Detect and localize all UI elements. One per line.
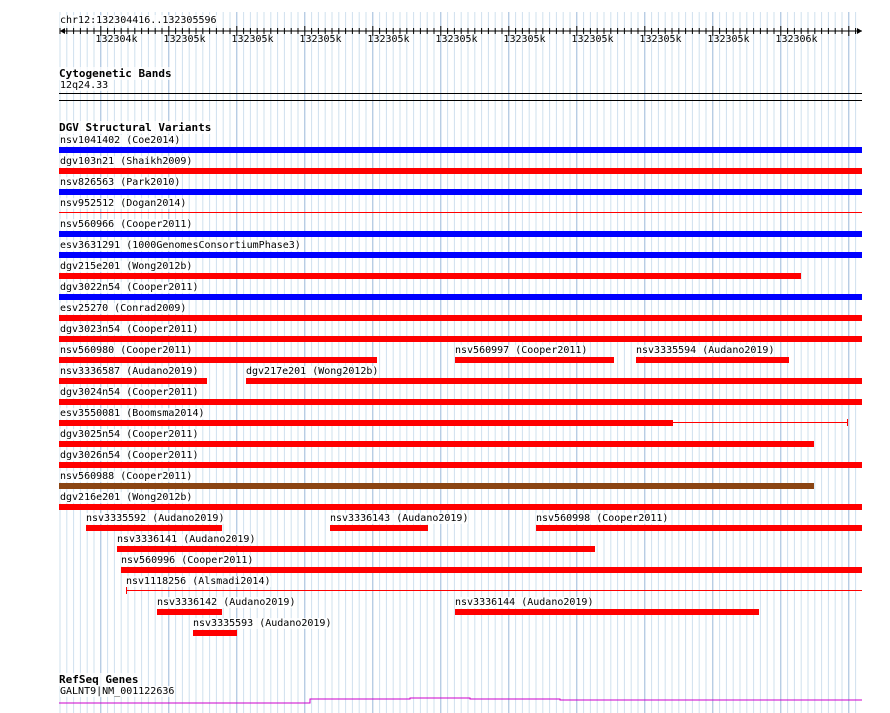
variant-bar[interactable] xyxy=(117,546,595,552)
dgv-track-title[interactable]: DGV Structural Variants xyxy=(59,121,212,134)
variant-label: nsv3335593 (Audano2019) xyxy=(193,618,332,629)
ruler-tick-label: 132305k xyxy=(639,34,682,45)
variant-bar[interactable] xyxy=(246,378,862,384)
variant-bar[interactable] xyxy=(59,294,862,300)
variant-bar[interactable] xyxy=(59,315,862,321)
variant-bar[interactable] xyxy=(455,609,759,615)
variant-label: nsv3336142 (Audano2019) xyxy=(157,597,296,608)
variant-label: dgv216e201 (Wong2012b) xyxy=(60,492,193,503)
gene-model[interactable] xyxy=(0,690,890,710)
variant-label: nsv826563 (Park2010) xyxy=(60,177,181,188)
cytoband-bar[interactable] xyxy=(59,93,862,94)
variant-bar-start xyxy=(126,587,127,594)
ruler-tick-label: 132305k xyxy=(571,34,614,45)
variant-label: nsv3336144 (Audano2019) xyxy=(455,597,594,608)
ruler-tick-label: 132305k xyxy=(503,34,546,45)
cytoband-label: 12q24.33 xyxy=(60,80,109,91)
variant-label: nsv560996 (Cooper2011) xyxy=(121,555,254,566)
locus-label: chr12:132304416..132305596 xyxy=(60,15,217,26)
variant-bar[interactable] xyxy=(59,399,862,405)
variant-bar[interactable] xyxy=(59,252,862,258)
variant-bar[interactable] xyxy=(121,567,862,573)
ruler-tick-label: 132305k xyxy=(163,34,206,45)
variant-label: esv25270 (Conrad2009) xyxy=(60,303,187,314)
variant-label: dgv3023n54 (Cooper2011) xyxy=(60,324,199,335)
variant-label: nsv560997 (Cooper2011) xyxy=(455,345,588,356)
variant-bar[interactable] xyxy=(59,483,814,489)
gene-label: GALNT9|NM_001122636 xyxy=(60,686,175,697)
variant-bar[interactable] xyxy=(59,168,862,174)
variant-bar[interactable] xyxy=(59,420,673,426)
variant-bar[interactable] xyxy=(59,504,862,510)
variant-label: esv3550081 (Boomsma2014) xyxy=(60,408,205,419)
variant-label: nsv952512 (Dogan2014) xyxy=(60,198,187,209)
variant-label: dgv215e201 (Wong2012b) xyxy=(60,261,193,272)
variant-bar[interactable] xyxy=(59,273,801,279)
variant-label: dgv3026n54 (Cooper2011) xyxy=(60,450,199,461)
variant-bar[interactable] xyxy=(126,590,862,591)
variant-bar-end xyxy=(847,419,848,426)
variant-label: dgv3024n54 (Cooper2011) xyxy=(60,387,199,398)
variant-label: nsv3336587 (Audano2019) xyxy=(60,366,199,377)
variant-label: nsv1118256 (Alsmadi2014) xyxy=(126,576,271,587)
variant-label: nsv560988 (Cooper2011) xyxy=(60,471,193,482)
ruler-tick-label: 132304k xyxy=(95,34,138,45)
ruler-tick-label: 132305k xyxy=(435,34,478,45)
variant-bar[interactable] xyxy=(59,147,862,153)
variant-bar[interactable] xyxy=(59,357,377,363)
ruler-tick-label: 132305k xyxy=(367,34,410,45)
ruler-tick-label: 132305k xyxy=(707,34,750,45)
variant-label: nsv560998 (Cooper2011) xyxy=(536,513,669,524)
variant-label: nsv3336143 (Audano2019) xyxy=(330,513,469,524)
variant-bar[interactable] xyxy=(59,336,862,342)
variant-label: esv3631291 (1000GenomesConsortiumPhase3) xyxy=(60,240,301,251)
variant-bar[interactable] xyxy=(536,525,862,531)
ruler-tick-label: 132305k xyxy=(299,34,342,45)
variant-label: nsv3335594 (Audano2019) xyxy=(636,345,775,356)
ruler-tick-label: 132305k xyxy=(231,34,274,45)
variant-bar[interactable] xyxy=(59,441,814,447)
variant-label: nsv560980 (Cooper2011) xyxy=(60,345,193,356)
refseq-track-title[interactable]: RefSeq Genes xyxy=(59,673,139,686)
variant-bar[interactable] xyxy=(59,189,862,195)
variant-bar[interactable] xyxy=(157,609,222,615)
variant-bar[interactable] xyxy=(636,357,789,363)
variant-bar[interactable] xyxy=(59,378,207,384)
variant-bar[interactable] xyxy=(193,630,237,636)
cytobands-track-title[interactable]: Cytogenetic Bands xyxy=(59,67,172,80)
track-divider xyxy=(59,100,862,101)
variant-bar[interactable] xyxy=(330,525,428,531)
variant-bar[interactable] xyxy=(59,212,862,213)
variant-bar[interactable] xyxy=(59,231,862,237)
variant-bar[interactable] xyxy=(59,462,862,468)
variant-bar-extension[interactable] xyxy=(673,422,848,423)
variant-bar[interactable] xyxy=(455,357,614,363)
variant-label: dgv103n21 (Shaikh2009) xyxy=(60,156,193,167)
variant-label: nsv1041402 (Coe2014) xyxy=(60,135,181,146)
variant-label: dgv3025n54 (Cooper2011) xyxy=(60,429,199,440)
variant-label: dgv217e201 (Wong2012b) xyxy=(246,366,379,377)
ruler-tick-label: 132306k xyxy=(775,34,818,45)
variant-label: nsv560966 (Cooper2011) xyxy=(60,219,193,230)
variant-label: nsv3335592 (Audano2019) xyxy=(86,513,225,524)
variant-label: dgv3022n54 (Cooper2011) xyxy=(60,282,199,293)
variant-label: nsv3336141 (Audano2019) xyxy=(117,534,256,545)
variant-bar[interactable] xyxy=(86,525,222,531)
